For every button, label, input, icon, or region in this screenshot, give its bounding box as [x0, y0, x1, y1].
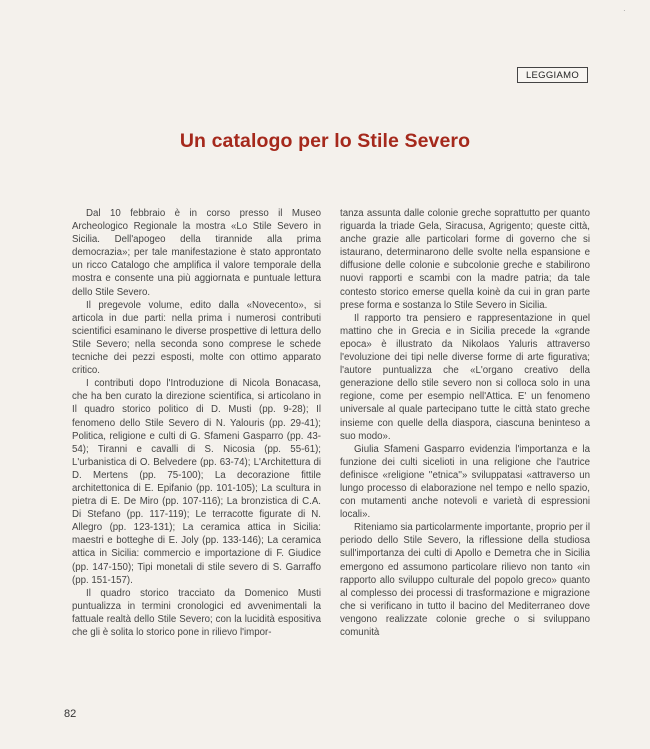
paragraph: Riteniamo sia particolarmente importante, proprio per il periodo dello Stile Severo, la riflessione della studiosa sull'importanza dei culti di Apollo e Demetra che in Sicilia emergono ed assumono particolare rilievo non tanto «in rapporto allo sviluppo culturale del popolo greco» quanto al complesso dei processi di trasformazione e migrazione che si verificano in tutto il bacino del Mediterraneo dove vengono realizzate colonie greche o si sviluppano comunità	[340, 522, 590, 638]
paragraph: Il pregevole volume, edito dalla «Novecento», si articola in due parti: nella prima i numerosi contributi scientifici esaminano le diverse prospettive di lettura dello Stile Severo; nella seconda sono comprese le schede tecniche dei pezzi esposti, molte con ottimo apparato critico.	[72, 299, 321, 377]
paragraph: Dal 10 febbraio è in corso presso il Museo Archeologico Regionale la mostra «Lo Stile Severo in Sicilia. Dell'apogeo della tirannide alla prima democrazia»; per tale manifestazione è stato approntato un ricco Catalogo che amplifica il valore temporale della mostra e consente una più aggiornata e puntuale lettura dello Stile Severo.	[72, 208, 321, 298]
right-column	[340, 207, 590, 639]
article-title: Un catalogo per lo Stile Severo	[179, 130, 471, 152]
page-number: 82	[64, 708, 77, 720]
corner-mark: ·	[623, 6, 626, 15]
left-column	[72, 207, 321, 639]
section-tag: LEGGIAMO	[517, 67, 588, 83]
paragraph: tanza assunta dalle colonie greche soprattutto per quanto riguarda la triade Gela, Siracusa, Agrigento; queste città, anche grazie alle particolari forme di governo che si istaurano, determinarono delle svolte nella espansione e diffusione delle colonie e subcolonie greche e stabilirono nuovi rapporti e scambi con la madre patria; da tale contesto storico emerse quella koinè da cui in gran parte prese forma e sostanza lo Stile Severo in Sicilia.	[340, 208, 590, 311]
paragraph: Il quadro storico tracciato da Domenico Musti puntualizza in termini cronologici ed avvenimentali la fattuale realtà dello Stile Severo; con la lucidità espositiva che gli è solita lo storico pone in rilievo l'impor-	[72, 587, 321, 638]
paragraph: I contributi dopo l'Introduzione di Nicola Bonacasa, che ha ben curato la direzione scientifica, si articolano in Il quadro storico politico di D. Musti (pp. 9-28); Il fenomeno dello Stile Severo di N. Yalouris (pp. 29-41); Politica, religione e culti di G. Sfameni Gasparro (pp. 43-54); Tiranni e cavalli di S. Nicosia (pp. 55-61); L'urbanistica di O. Belvedere (pp. 63-74); L'Architettura di D. Mertens (pp. 75-100); La decorazione fittile architettonica di E. Epifanio (pp. 101-105); La scultura in pietra di E. De Miro (pp. 107-116); La bronzistica di C.A. Di Stefano (pp. 117-119); Le terracotte figurate di N. Allegro (pp. 123-131); La ceramica attica in Sicilia: maestri e botteghe di E. Joly (pp. 133-146); La ceramica attica in Sicilia: commercio e importazione di F. Giudice (pp. 147-150); Tipi monetali di stile severo di S. Garraffo (pp. 151-157).	[72, 378, 321, 586]
paragraph: Il rapporto tra pensiero e rappresentazione in quel mattino che in Grecia e in Sicilia precede la «grande epoca» è illustrato da Nikolaos Yaluris attraverso l'evoluzione dei tipi nelle diverse forme di arte figurativa; l'autore puntualizza che «L'organo creativo della generazione dello stile severo non si colloca solo in una regione, come per esempio nell'Attica. E' un fenomeno universale al quale partecipano tutte le città stato greche insieme con quelle della diaspora, ciascuna beninteso a suo modo».	[340, 312, 590, 442]
paragraph: Giulia Sfameni Gasparro evidenzia l'importanza e la funzione dei culti sicelioti in una religione che l'autrice definisce «religione ''etnica''» sviluppatasi «attraverso un lungo processo di elaborazione nel tempo e nello spazio, con mutamenti anche notevoli e varietà di espressioni locali».	[340, 443, 590, 521]
